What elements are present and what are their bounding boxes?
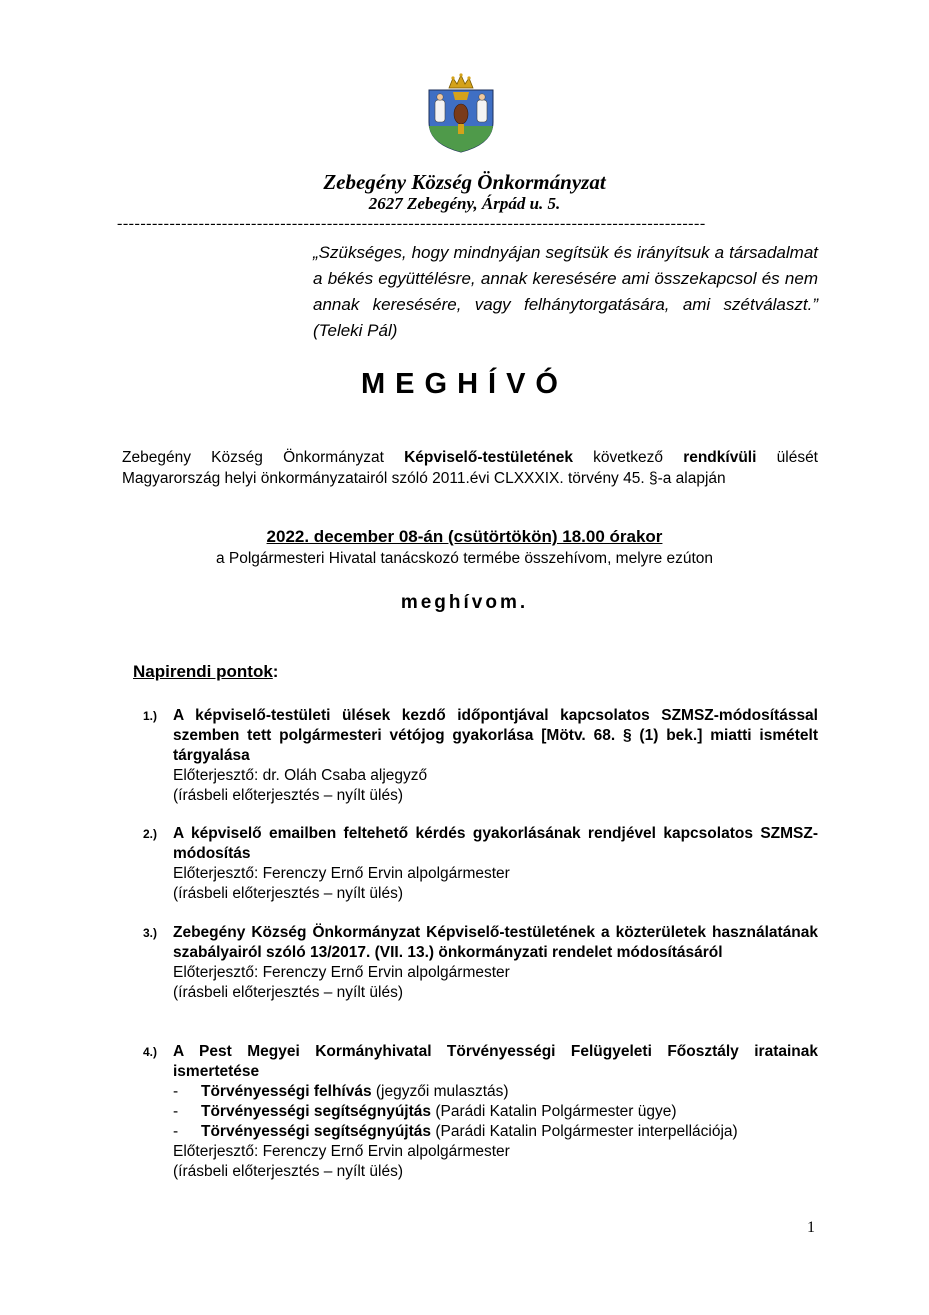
intro-paragraph [122, 447, 818, 489]
coat-of-arms-image [423, 70, 499, 154]
agenda-item-title: A képviselő emailben feltehető kérdés gyakorlásának rendjével kapcsolatos SZMSZ-módosítás [173, 825, 818, 862]
agenda-item-mode: (írásbeli előterjesztés – nyílt ülés) [173, 787, 404, 804]
agenda-item-number: 2.) [143, 827, 158, 841]
page-number: 1 [807, 1219, 815, 1236]
agenda-item-mode: (írásbeli előterjesztés – nyílt ülés) [173, 885, 404, 902]
agenda-item [133, 923, 818, 1003]
agenda-item-presenter: Előterjesztő: dr. Oláh Csaba aljegyző [173, 767, 428, 784]
meeting-date: 2022. december 08-án (csütörtökön) 18.00 órakor [266, 527, 663, 546]
subitem-bold: Törvényességi segítségnyújtás [201, 1123, 432, 1140]
subitem-dash: - [173, 1123, 179, 1140]
intro-bold-extraordinary: rendkívüli [683, 449, 757, 466]
agenda-subitem [173, 1102, 818, 1122]
agenda-subitem [173, 1082, 818, 1102]
subitem-note: (Parádi Katalin Polgármester ügye) [431, 1103, 677, 1120]
agenda-item [133, 706, 818, 806]
intro-text: következő [572, 449, 684, 466]
agenda-heading-text: Napirendi pontok [133, 662, 273, 681]
agenda-heading-colon: : [272, 662, 279, 681]
intro-text: ülését Magyarország helyi önkormányzatairól szóló 2011.évi CLXXXIX. törvény 45. §-a alapján [122, 449, 818, 487]
agenda-item-number: 1.) [143, 709, 158, 723]
agenda-item-presenter: Előterjesztő: Ferenczy Ernő Ervin alpolgármester [173, 865, 510, 882]
subitem-dash: - [173, 1083, 179, 1100]
invite-word: meghívom. [400, 592, 529, 613]
intro-bold-body: Képviselő-testületének [404, 449, 573, 466]
agenda-item-number: 4.) [143, 1045, 158, 1059]
meeting-venue: a Polgármesteri Hivatal tanácskozó termébe összehívom, melyre ezúton [215, 550, 714, 567]
agenda-item-number: 3.) [143, 926, 158, 940]
agenda-subitem [173, 1122, 818, 1142]
organization-name: Zebegény Község Önkormányzat [323, 170, 606, 194]
agenda-item [133, 1042, 818, 1182]
agenda-item-title: A Pest Megyei Kormányhivatal Törvényességi Felügyeleti Főosztály iratainak ismertetése [173, 1043, 818, 1080]
agenda-item-title: Zebegény Község Önkormányzat Képviselő-testületének a közterületek használatának szabályairól szóló 13/2017. (VII. 13.) önkormányzati rendelet módosításáról [173, 924, 818, 961]
subitem-note: (Parádi Katalin Polgármester interpellációja) [431, 1123, 738, 1140]
agenda-item-mode: (írásbeli előterjesztés – nyílt ülés) [173, 1163, 404, 1180]
agenda-item-title: A képviselő-testületi ülések kezdő időpontjával kapcsolatos SZMSZ-módosítással szemben tett polgármesteri vétójog gyakorlása [Mötv. 68. § (1) bek.] miatti ismételt tárgyalása [173, 707, 818, 764]
intro-text: Zebegény Község Önkormányzat [122, 449, 405, 466]
agenda-heading [133, 662, 278, 682]
agenda-item [133, 824, 818, 904]
agenda-item-presenter: Előterjesztő: Ferenczy Ernő Ervin alpolgármester [173, 964, 510, 981]
subitem-dash: - [173, 1103, 179, 1120]
agenda-item-mode: (írásbeli előterjesztés – nyílt ülés) [173, 984, 404, 1001]
motto-quote: „Szükséges, hogy mindnyájan segítsük és irányítsuk a társadalmat a békés együttélésre, annak keresésére ami összekapcsol és nem annak keresésére, vagy felhánytorgatására, ami szétválaszt.” (Teleki Pál) [313, 243, 818, 340]
document-title: MEGHÍVÓ [361, 368, 568, 400]
organization-address: 2627 Zebegény, Árpád u. 5. [368, 194, 561, 213]
subitem-bold: Törvényességi felhívás [201, 1083, 372, 1100]
subitem-bold: Törvényességi segítségnyújtás [201, 1103, 432, 1120]
subitem-note: (jegyzői mulasztás) [371, 1083, 509, 1100]
separator-line: ----------------------------------------------------------------------------------------------------- [117, 215, 706, 232]
agenda-item-presenter: Előterjesztő: Ferenczy Ernő Ervin alpolgármester [173, 1143, 510, 1160]
